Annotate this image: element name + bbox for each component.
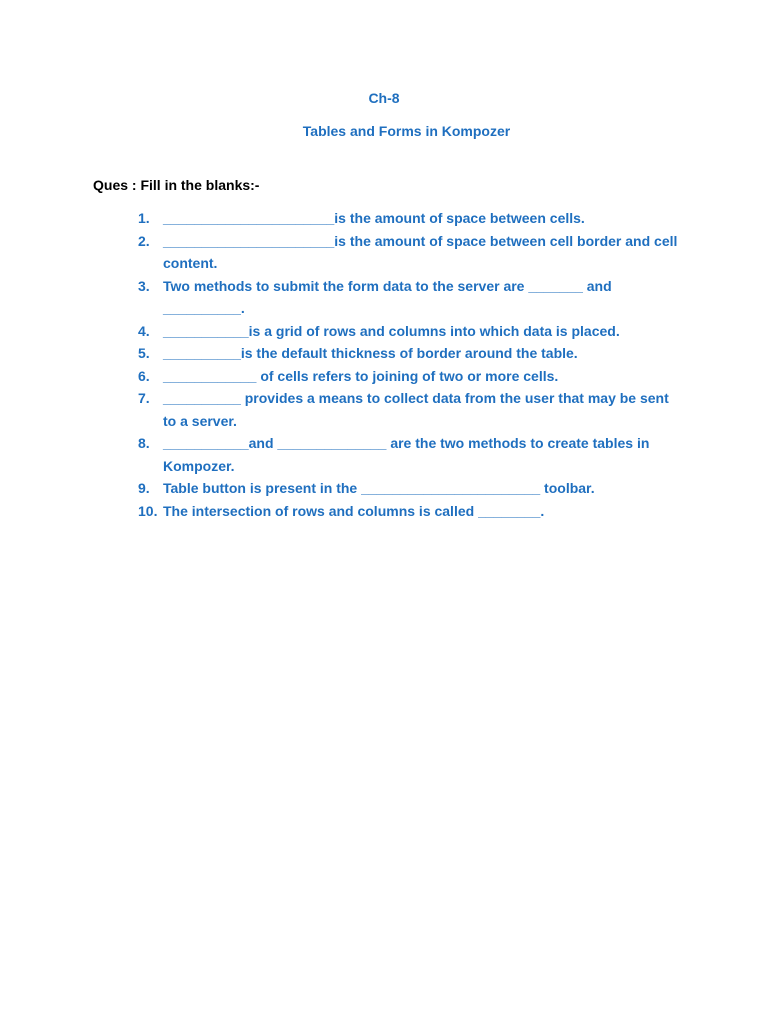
question-text: ___________is a grid of rows and columns into which data is placed.: [163, 322, 620, 339]
question-number: 4.: [138, 322, 150, 339]
question-item-10: [138, 500, 683, 523]
question-number: 10.: [138, 502, 158, 519]
question-item-6: [138, 365, 683, 388]
question-item-5: [138, 342, 683, 365]
question-text: ______________________is the amount of space between cells.: [163, 210, 585, 226]
question-item-3: [138, 275, 683, 320]
question-item-4: [138, 320, 683, 343]
chapter-label: Ch-8: [368, 90, 400, 106]
question-text: ___________and ______________ are the two methods to create tables in Kompozer.: [163, 435, 650, 474]
question-number: 5.: [138, 345, 150, 361]
question-number: 7.: [138, 390, 150, 406]
question-item-9: [138, 477, 683, 500]
question-text: __________ provides a means to collect data from the user that may be sent to a server.: [163, 390, 669, 429]
question-text: ____________ of cells refers to joining of two or more cells.: [163, 367, 559, 384]
question-number: 9.: [138, 480, 150, 496]
question-number: 1.: [138, 210, 150, 226]
question-number: 3.: [138, 277, 150, 294]
question-item-8: [138, 432, 683, 477]
question-list: [138, 207, 683, 522]
question-number: 6.: [138, 367, 150, 384]
question-item-2: [138, 230, 683, 275]
question-number: 2.: [138, 232, 150, 249]
question-item-7: [138, 387, 683, 432]
question-text: ______________________is the amount of space between cell border and cell content.: [163, 232, 678, 271]
section-heading: Ques : Fill in the blanks:-: [93, 177, 260, 193]
question-text: The intersection of rows and columns is called ________.: [163, 502, 545, 519]
question-text: __________is the default thickness of border around the table.: [163, 345, 578, 361]
question-item-1: [138, 207, 683, 230]
question-text: Two methods to submit the form data to the server are _______ and __________.: [163, 277, 612, 316]
question-number: 8.: [138, 435, 150, 451]
page-title: Tables and Forms in Kompozer: [302, 123, 511, 139]
question-text: Table button is present in the _______________________ toolbar.: [163, 480, 595, 496]
